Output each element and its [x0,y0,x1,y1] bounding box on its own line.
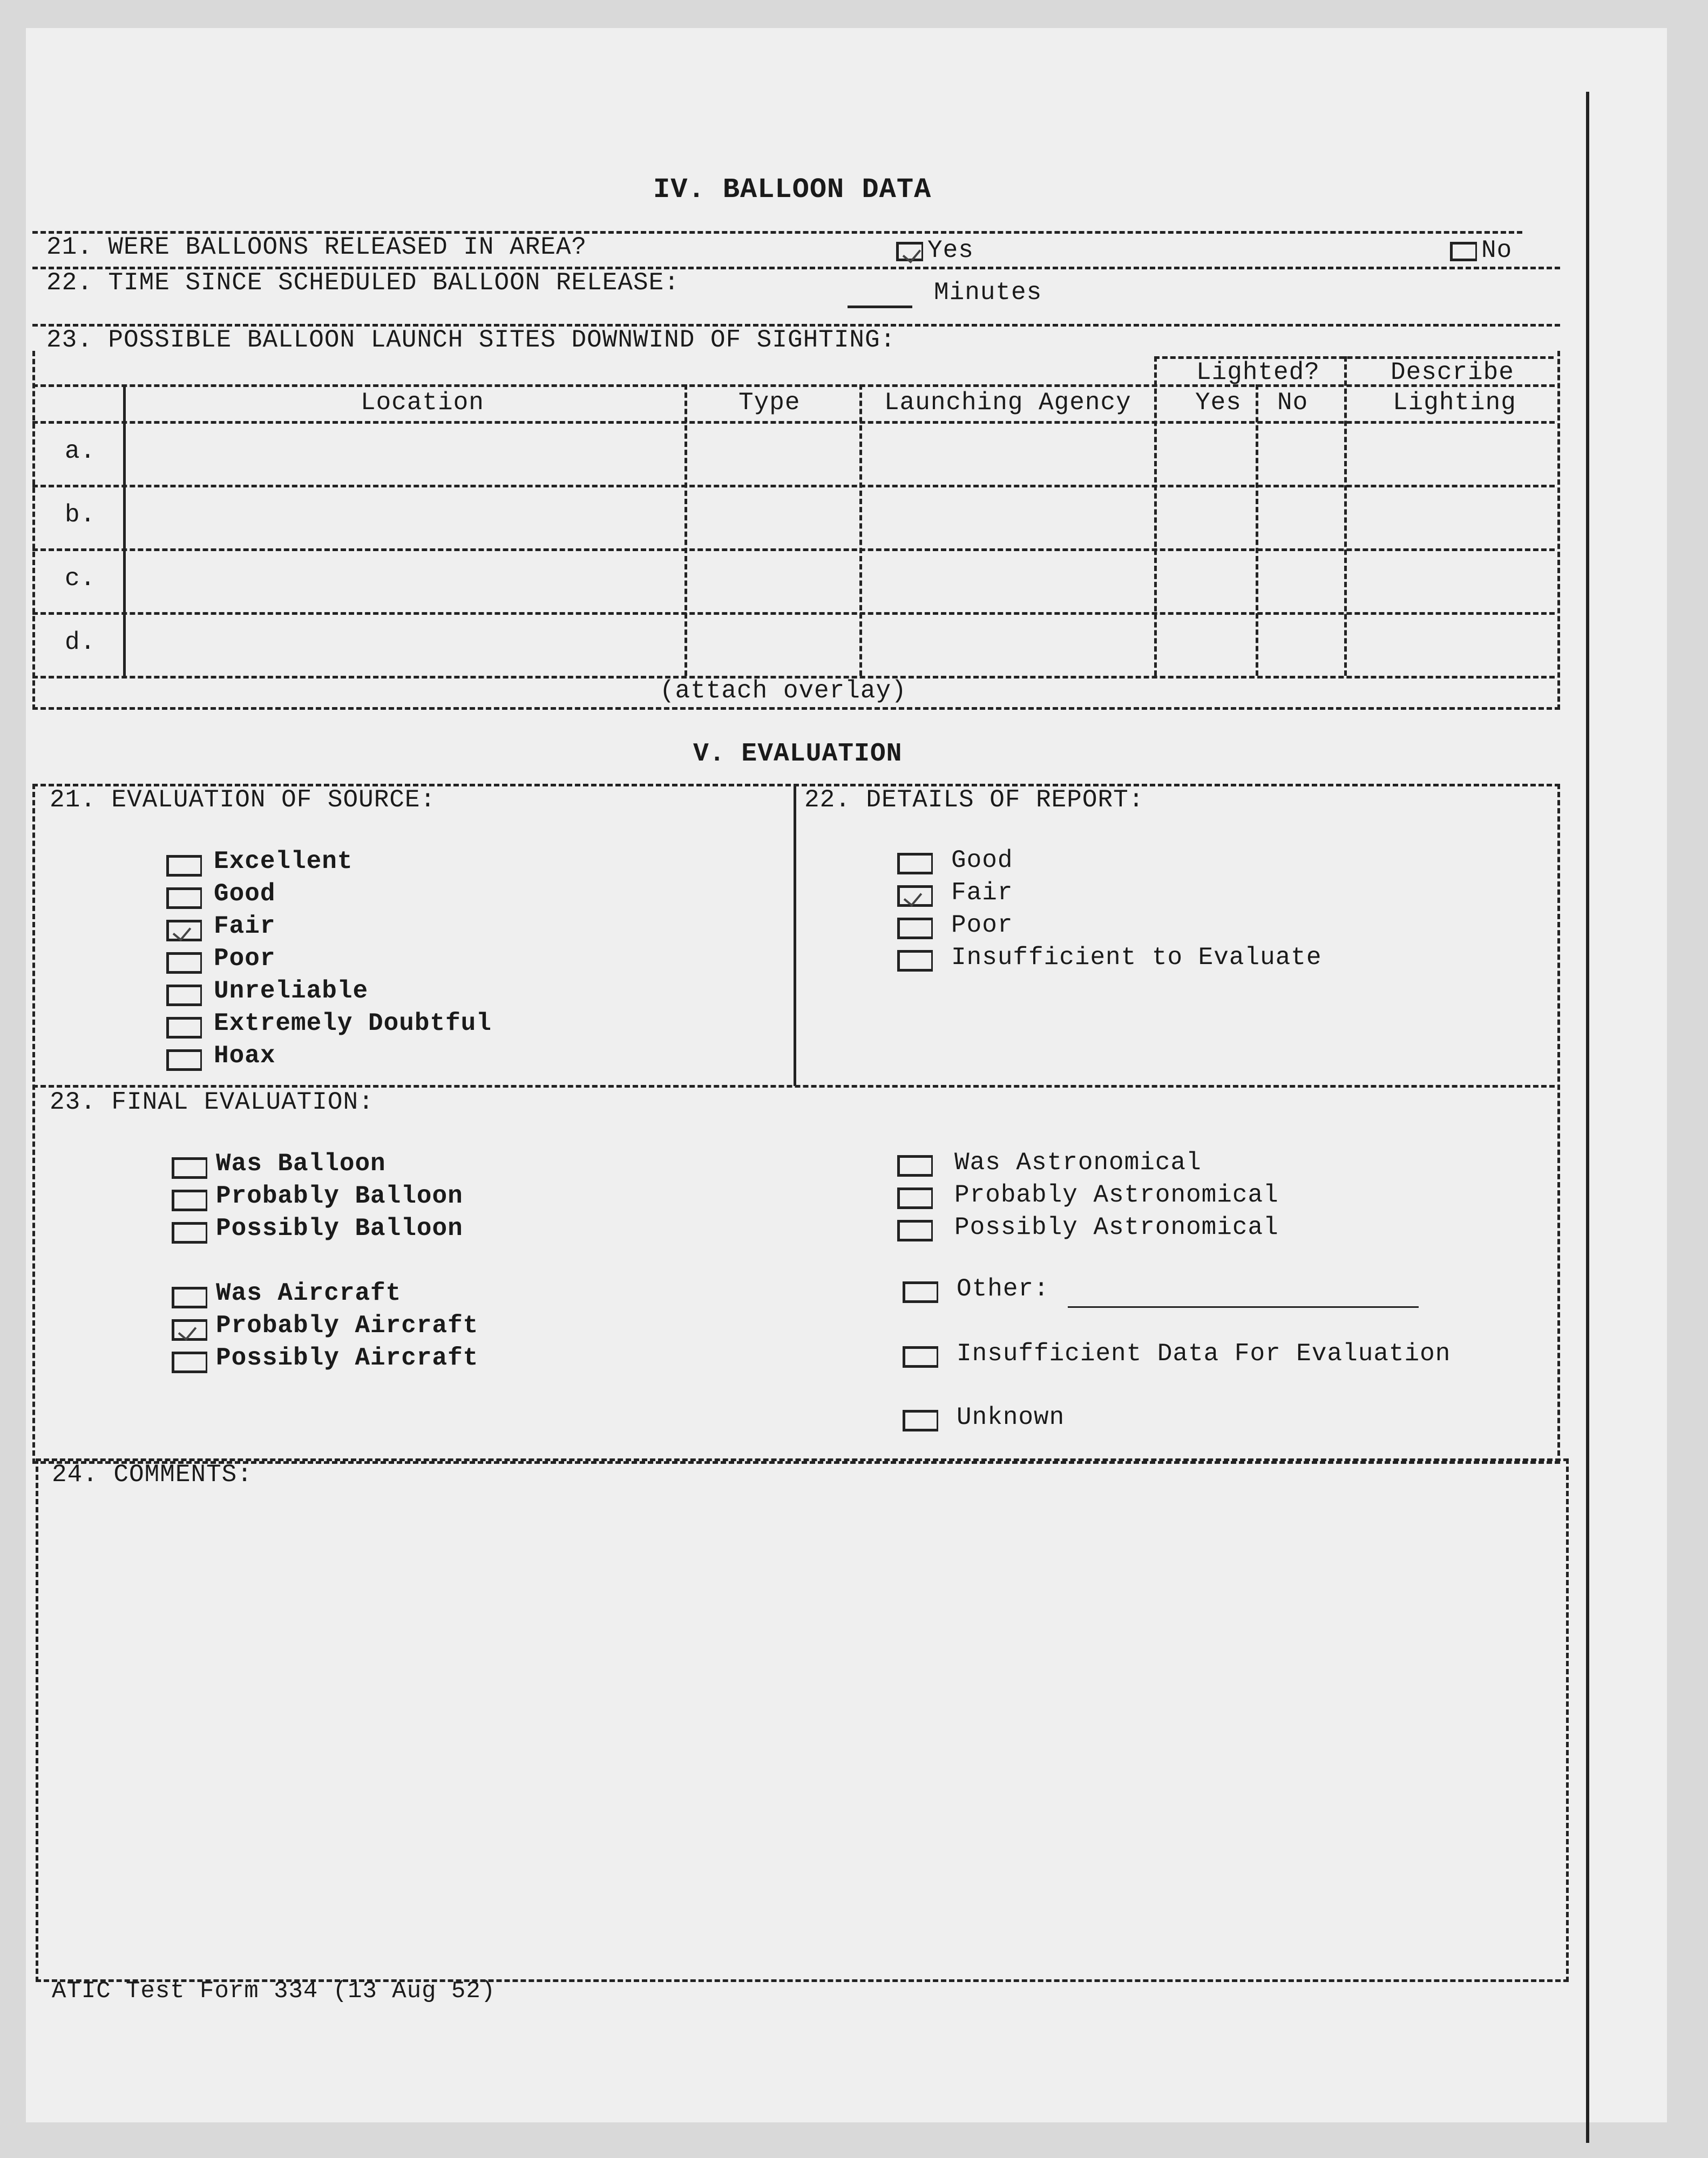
rule [32,548,1555,551]
rule [32,485,1555,487]
final-was-balloon-checkbox[interactable] [172,1157,207,1179]
final-other-field[interactable] [1068,1306,1419,1308]
col-yes: Yes [1195,389,1242,417]
final-unknown-checkbox[interactable] [903,1410,938,1431]
final-possibly-balloon-checkbox[interactable] [172,1222,207,1244]
final-label: 23. FINAL EVALUATION: [50,1088,374,1116]
final-probably-aircraft-label: Probably Aircraft [216,1312,479,1340]
col-divider [1256,384,1258,676]
final-possibly-aircraft-label: Possibly Aircraft [216,1344,479,1372]
row-label-a: a. [65,437,96,465]
section-title-evaluation: V. EVALUATION [693,739,903,769]
details-fair-label: Fair [951,879,1013,907]
col-divider [123,384,126,676]
final-insufficient-checkbox[interactable] [903,1346,938,1368]
source-poor-checkbox[interactable] [166,952,202,974]
q21-label: 21. WERE BALLOONS RELEASED IN AREA? [46,233,587,261]
col-lighted: Lighted? [1196,358,1320,386]
attach-overlay-note: (attach overlay) [660,677,907,705]
q21-yes-label: Yes [927,236,974,264]
rule [32,612,1555,615]
details-insufficient-label: Insufficient to Evaluate [951,944,1322,972]
final-was-astro-checkbox[interactable] [897,1155,933,1177]
source-doubtful-checkbox[interactable] [166,1017,202,1039]
final-was-aircraft-label: Was Aircraft [216,1279,402,1307]
final-was-astro-label: Was Astronomical [954,1149,1202,1177]
final-other-label: Other: [957,1275,1049,1303]
source-doubtful-label: Extremely Doubtful [214,1009,492,1037]
details-insufficient-checkbox[interactable] [897,950,933,972]
source-fair-checkbox[interactable] [166,920,202,941]
col-agency: Launching Agency [884,389,1131,417]
rule [32,421,1555,424]
q21-no-label: No [1481,236,1513,264]
source-unreliable-label: Unreliable [214,977,369,1005]
row-label-d: d. [65,628,96,656]
source-good-checkbox[interactable] [166,887,202,909]
q22-minutes-field[interactable] [848,306,912,308]
col-lighting: Lighting [1393,389,1516,417]
final-was-balloon-label: Was Balloon [216,1150,386,1178]
row-label-c: c. [65,565,96,593]
q21-yes-checkbox[interactable] [896,242,923,261]
source-fair-label: Fair [214,912,276,940]
details-good-label: Good [951,846,1013,874]
rule [32,384,1555,387]
col-type: Type [738,389,801,417]
q23-label: 23. POSSIBLE BALLOON LAUNCH SITES DOWNWIND OF SIGHTING: [46,326,896,354]
final-possibly-astro-label: Possibly Astronomical [954,1213,1279,1241]
page-edge [1586,92,1589,2143]
col-divider [794,784,796,1086]
source-excellent-label: Excellent [214,847,353,876]
details-fair-checkbox[interactable] [897,885,933,907]
details-good-checkbox[interactable] [897,853,933,874]
source-unreliable-checkbox[interactable] [166,985,202,1006]
comments-box[interactable] [36,1458,1569,1982]
details-poor-label: Poor [951,911,1013,939]
row-label-b: b. [65,501,96,529]
q21-no-checkbox[interactable] [1450,242,1477,261]
details-label: 22. DETAILS OF REPORT: [804,786,1144,814]
final-probably-balloon-checkbox[interactable] [172,1190,207,1211]
section-title-balloon: IV. BALLOON DATA [653,174,932,206]
final-possibly-balloon-label: Possibly Balloon [216,1214,463,1243]
final-unknown-label: Unknown [957,1403,1065,1431]
form-footer: ATIC Test Form 334 (13 Aug 52) [52,1978,496,2005]
q22-unit: Minutes [934,279,1042,307]
final-insufficient-label: Insufficient Data For Evaluation [957,1340,1451,1368]
q22-label: 22. TIME SINCE SCHEDULED BALLOON RELEASE: [46,269,680,297]
col-divider [1154,356,1157,676]
source-poor-label: Poor [214,945,276,973]
final-possibly-aircraft-checkbox[interactable] [172,1352,207,1373]
comments-label: 24. COMMENTS: [52,1461,253,1489]
source-hoax-label: Hoax [214,1042,276,1070]
final-probably-balloon-label: Probably Balloon [216,1182,463,1210]
col-no: No [1277,389,1309,417]
final-probably-astro-label: Probably Astronomical [954,1181,1279,1209]
source-excellent-checkbox[interactable] [166,855,202,877]
final-was-aircraft-checkbox[interactable] [172,1287,207,1308]
col-location: Location [361,389,484,417]
source-hoax-checkbox[interactable] [166,1049,202,1071]
col-divider [684,384,687,676]
final-other-checkbox[interactable] [903,1281,938,1303]
source-label: 21. EVALUATION OF SOURCE: [50,786,436,814]
col-divider [1344,356,1347,676]
final-possibly-astro-checkbox[interactable] [897,1220,933,1241]
final-probably-astro-checkbox[interactable] [897,1187,933,1209]
col-describe: Describe [1391,358,1514,386]
final-probably-aircraft-checkbox[interactable] [172,1319,207,1341]
col-divider [859,384,862,676]
details-poor-checkbox[interactable] [897,918,933,939]
source-good-label: Good [214,880,276,908]
rule [32,1085,1555,1088]
